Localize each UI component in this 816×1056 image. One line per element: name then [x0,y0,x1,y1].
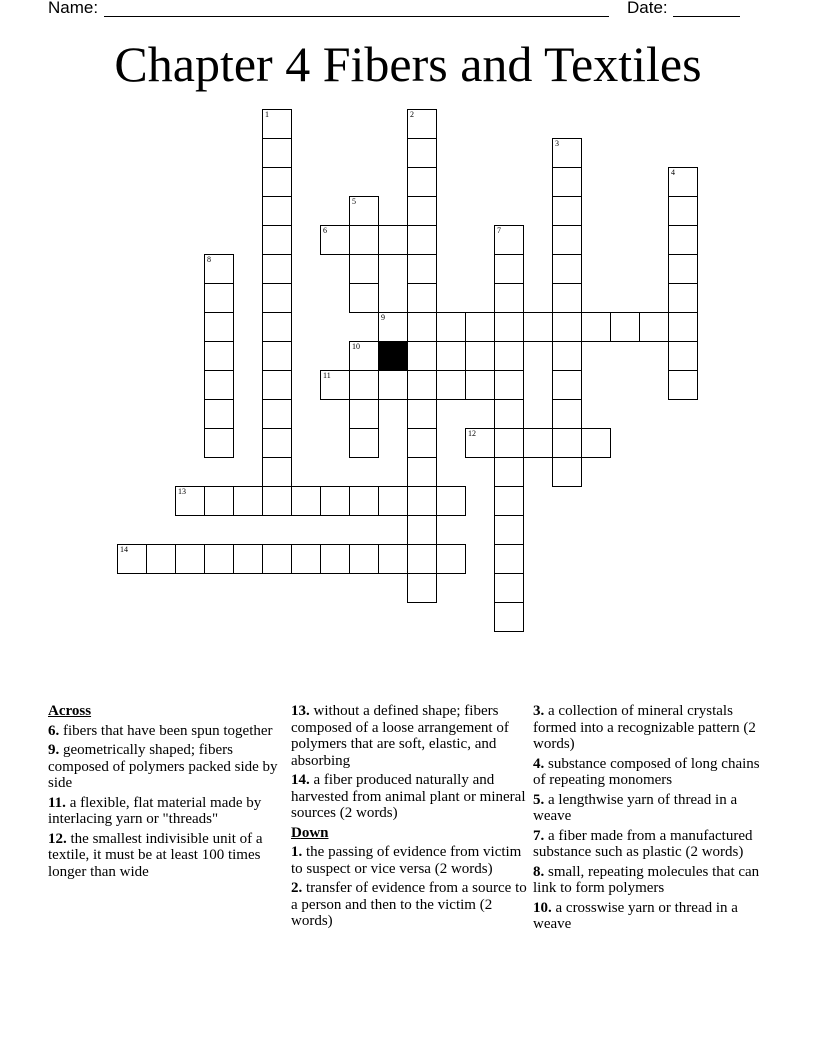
grid-cell[interactable] [494,370,524,400]
down-heading: Down [291,824,329,841]
grid-cell[interactable] [494,573,524,603]
grid-cell[interactable] [494,312,524,342]
grid-cell[interactable] [552,225,582,255]
clue-across-11: 11. a flexible, flat material made by interlacing yarn or "threads" [48,794,262,827]
cell-number: 6 [323,226,327,235]
grid-cell[interactable] [494,399,524,429]
grid-cell[interactable] [349,370,379,400]
grid-cell[interactable] [465,312,495,342]
cell-number: 13 [178,487,186,496]
grid-cell[interactable] [175,486,205,516]
grid-cell[interactable] [552,370,582,400]
grid-cell[interactable] [436,544,466,574]
grid-cell[interactable] [668,225,698,255]
clue-down-10: 10. a crosswise yarn or thread in a weave [533,899,738,932]
grid-cell[interactable] [436,312,466,342]
grid-cell[interactable] [262,457,292,487]
grid-cell[interactable] [407,486,437,516]
cell-number: 11 [323,371,331,380]
clue-across-12: 12. the smallest indivisible unit of a textile, it must be at least 100 times longer than wide [48,830,263,880]
cell-number: 8 [207,255,211,264]
grid-cell[interactable] [436,341,466,371]
grid-cell[interactable] [349,341,379,371]
grid-cell[interactable] [552,428,582,458]
grid-cell[interactable] [494,428,524,458]
grid-cell[interactable] [262,399,292,429]
grid-cell[interactable] [378,225,408,255]
grid-cell[interactable] [175,544,205,574]
grid-cell[interactable] [407,457,437,487]
cell-number: 7 [497,226,501,235]
grid-cell[interactable] [668,283,698,313]
grid-cell[interactable] [117,544,147,574]
grid-cell[interactable] [262,428,292,458]
grid-cell[interactable] [378,486,408,516]
clue-down-5: 5. a lengthwise yarn of thread in a weave [533,791,738,824]
grid-cell[interactable] [668,341,698,371]
grid-cell[interactable] [262,283,292,313]
grid-cell[interactable] [407,573,437,603]
grid-cell[interactable] [552,283,582,313]
grid-cell[interactable] [262,544,292,574]
grid-cell[interactable] [552,138,582,168]
grid-cell[interactable] [349,428,379,458]
page-title: Chapter 4 Fibers and Textiles [114,36,702,92]
grid-cell[interactable] [407,341,437,371]
grid-cell[interactable] [436,370,466,400]
grid-cell[interactable] [465,370,495,400]
cell-number: 1 [265,110,269,119]
grid-cell[interactable] [262,370,292,400]
grid-cell[interactable] [407,283,437,313]
cell-number: 10 [352,342,360,351]
grid-cell[interactable] [552,254,582,284]
grid-cell[interactable] [291,486,321,516]
cell-number: 14 [120,545,128,554]
grid-cell[interactable] [407,428,437,458]
grid-cell[interactable] [465,428,495,458]
clue-down-8: 8. small, repeating molecules that can link to form polymers [533,863,760,896]
grid-cell[interactable] [378,544,408,574]
grid-cell[interactable] [581,428,611,458]
grid-cell[interactable] [407,544,437,574]
clue-across-9: 9. geometrically shaped; fibers composed of polymers packed side by side [48,742,278,791]
grid-cell[interactable] [668,312,698,342]
grid-cell[interactable] [291,544,321,574]
grid-cell[interactable] [262,225,292,255]
grid-cell[interactable] [494,225,524,255]
grid-cell[interactable] [204,486,234,516]
name-label: Name: [48,0,99,17]
grid-cell[interactable] [523,428,553,458]
grid-cell[interactable] [146,544,176,574]
grid-cell[interactable] [349,254,379,284]
grid-cell[interactable] [552,399,582,429]
grid-cell[interactable] [407,196,437,226]
across-heading: Across [48,703,92,719]
clue-across-14: 14. a fiber produced naturally and harvested from animal plant or mineral sources (2 words) [291,772,526,821]
grid-cell[interactable] [668,254,698,284]
grid-cell[interactable] [494,457,524,487]
grid-cell[interactable] [378,312,408,342]
grid-cell[interactable] [349,283,379,313]
clues-column-2 [291,703,527,933]
grid-cell[interactable] [204,370,234,400]
grid-cell[interactable] [349,399,379,429]
grid-cell[interactable] [262,254,292,284]
grid-cell[interactable] [204,254,234,284]
grid-cell[interactable] [494,515,524,545]
clue-down-3: 3. a collection of mineral crystals formed into a recognizable pattern (2 words) [533,703,756,752]
grid-cell[interactable] [262,312,292,342]
cell-number: 4 [671,168,675,177]
grid-cell[interactable] [349,196,379,226]
grid-cell[interactable] [407,225,437,255]
grid-cell[interactable] [204,399,234,429]
grid-cell[interactable] [262,486,292,516]
grid-cell[interactable] [494,341,524,371]
grid-cell[interactable] [349,225,379,255]
grid-cell[interactable] [668,370,698,400]
grid-cell[interactable] [233,544,263,574]
grid-cell[interactable] [204,312,234,342]
grid-cell[interactable] [552,457,582,487]
grid-cell[interactable] [494,254,524,284]
grid-cell[interactable] [204,428,234,458]
grid-cell[interactable] [349,544,379,574]
cell-number: 12 [468,429,476,438]
grid-cell[interactable] [320,486,350,516]
date-label: Date: [627,0,668,17]
grid-cell[interactable] [262,341,292,371]
grid-cell[interactable] [523,312,553,342]
grid-cell[interactable] [494,602,524,632]
clues-column-1 [48,703,284,883]
grid-cell[interactable] [262,167,292,197]
grid-cell[interactable] [552,196,582,226]
cell-number: 3 [555,139,559,148]
cell-number: 2 [410,110,414,119]
grid-cell[interactable] [349,486,379,516]
clue-down-4: 4. substance composed of long chains of repeating monomers [533,755,760,788]
clues-column-3 [533,703,769,936]
grid-cell[interactable] [378,370,408,400]
grid-cell[interactable] [262,138,292,168]
clue-down-7: 7. a fiber made from a manufactured substance such as plastic (2 words) [533,827,753,860]
clue-across-13: 13. without a defined shape; fibers composed of a loose arrangement of polymers that are soft, elastic, and absorbing [291,703,509,769]
grid-cell[interactable] [407,254,437,284]
grid-cell[interactable] [204,283,234,313]
grid-cell[interactable] [320,225,350,255]
grid-cell[interactable] [233,486,263,516]
grid-cell[interactable] [610,312,640,342]
grid-cell[interactable] [552,341,582,371]
grid-cell[interactable] [465,341,495,371]
grid-cell[interactable] [407,515,437,545]
grid-cell[interactable] [639,312,669,342]
grid-cell[interactable] [494,283,524,313]
grid-cell[interactable] [320,544,350,574]
grid-cell[interactable] [204,544,234,574]
grid-cell[interactable] [320,370,350,400]
grid-cell[interactable] [668,167,698,197]
grid-cell[interactable] [407,138,437,168]
clue-down-1: 1. the passing of evidence from victim to suspect or vice versa (2 words) [291,844,522,877]
cell-number: 5 [352,197,356,206]
grid-cell[interactable] [552,312,582,342]
grid-cell[interactable] [668,196,698,226]
grid-cell[interactable] [407,312,437,342]
grid-cell[interactable] [262,109,292,139]
grid-cell[interactable] [436,486,466,516]
grid-cell[interactable] [494,486,524,516]
grid-cell-blocked [378,341,408,371]
grid-cell[interactable] [407,167,437,197]
grid-cell[interactable] [552,167,582,197]
grid-cell[interactable] [581,312,611,342]
clue-across-6: 6. fibers that have been spun together [48,722,273,739]
clue-down-2: 2. transfer of evidence from a source to a person and then to the victim (2 words) [291,880,527,929]
grid-cell[interactable] [204,341,234,371]
grid-cell[interactable] [494,544,524,574]
grid-cell[interactable] [407,109,437,139]
grid-cell[interactable] [262,196,292,226]
cell-number: 9 [381,313,385,322]
grid-cell[interactable] [407,370,437,400]
grid-cell[interactable] [407,399,437,429]
